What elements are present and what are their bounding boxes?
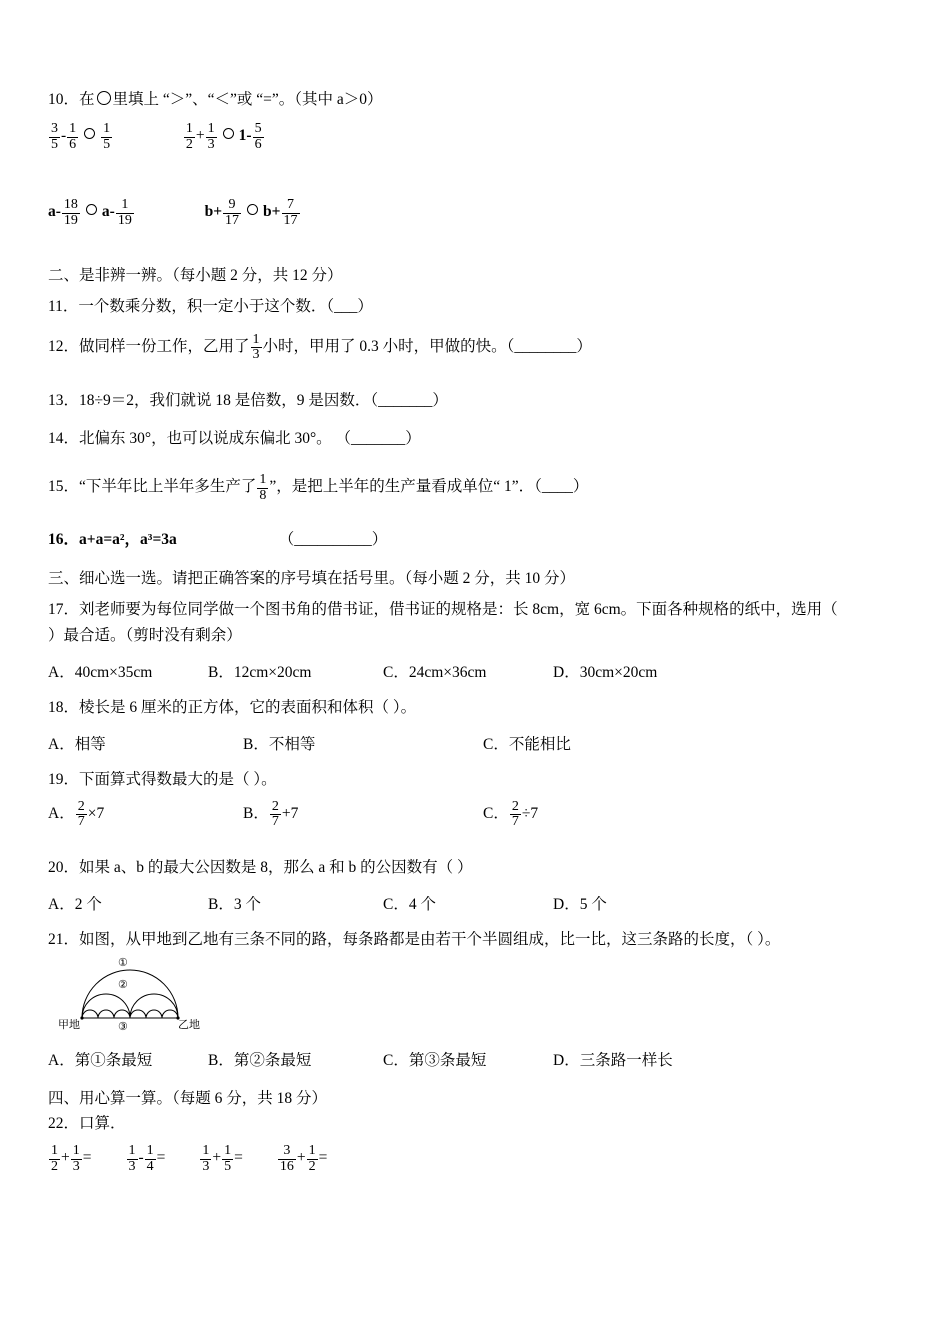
q10-label: 10． [48, 91, 80, 108]
q10-text-after: 里填上 “＞”、“＜”或 “=”。（其中 a＞0） [112, 91, 383, 108]
question-21-options [48, 1048, 908, 1070]
operator: + [61, 1149, 70, 1167]
option-b[interactable] [243, 800, 483, 830]
option-a-suffix: ×7 [87, 804, 105, 822]
q12-pre: 12．做同样一份工作，乙用了 [48, 337, 250, 355]
question-18-options [48, 732, 908, 754]
figure-label-1: ① [118, 957, 128, 970]
fraction: $\frac{1}{3}$ [207, 121, 215, 152]
question-17-options [48, 660, 908, 682]
calc-item [48, 1144, 92, 1174]
fraction: $\frac{1}{3}$ [128, 1143, 136, 1174]
option-c[interactable]: C．4 个 [383, 896, 436, 914]
option-a[interactable]: A．2 个 [48, 896, 102, 914]
fraction: $\frac{1}{3}$ [202, 1143, 210, 1174]
question-19-options [48, 800, 908, 830]
option-d[interactable]: D．5 个 [553, 896, 607, 914]
q10-mid: a- [101, 203, 115, 221]
figure-label-2: ② [118, 979, 128, 992]
option-c[interactable]: C．第③条最短 [383, 1052, 487, 1070]
question-12 [48, 333, 908, 363]
operator: + [195, 127, 205, 145]
q10-text-before: 在 [79, 91, 95, 108]
option-a[interactable]: A．40cm×35cm [48, 663, 153, 681]
fraction: $\frac{18}{19}$ [63, 197, 78, 229]
question-15 [48, 473, 908, 503]
figure-label-3: ③ [118, 1021, 128, 1034]
circle-icon [86, 204, 97, 215]
option-c[interactable]: C．24cm×36cm [383, 663, 487, 681]
question-13: 13．18÷9＝2，我们就说 18 是倍数，9 是因数．（_______） [48, 392, 448, 410]
fraction: $\frac{1}{6}$ [69, 121, 77, 152]
option-c-prefix: C． [483, 804, 509, 822]
circle-icon [247, 204, 258, 215]
q10-prefix: b+ [204, 203, 223, 221]
fraction: $\frac{1}{4}$ [146, 1143, 154, 1174]
option-b-prefix: B． [243, 804, 269, 822]
fraction: $\frac{2}{7}$ [511, 798, 519, 830]
fraction: $\frac{7}{17}$ [283, 197, 298, 229]
fraction: $\frac{3}{5}$ [51, 121, 58, 152]
equals: = [156, 1149, 166, 1167]
question-22-items [48, 1144, 908, 1174]
operator: - [61, 127, 67, 145]
section-heading-4: 四、用心算一算。（每题 6 分，共 18 分） [48, 1090, 328, 1108]
operator: + [212, 1149, 222, 1167]
option-d[interactable]: D．三条路一样长 [553, 1052, 673, 1070]
option-a[interactable]: A．第①条最短 [48, 1052, 153, 1070]
question-21: 21．如图，从甲地到乙地有三条不同的路，每条路都是由若干个半圆组成，比一比，这三条路的长度，（ ）。 [48, 931, 781, 949]
option-d[interactable]: D．30cm×20cm [553, 663, 658, 681]
fraction: $\frac{1}{2}$ [185, 121, 193, 152]
semicircle-path-figure [58, 956, 238, 1042]
question-17-line2: ）最合适。（剪时没有剩余） [48, 626, 242, 644]
fraction: $\frac{9}{17}$ [225, 197, 240, 229]
operator: - [138, 1149, 144, 1167]
option-b[interactable]: B．第②条最短 [208, 1052, 312, 1070]
option-b[interactable]: B．不相等 [243, 735, 316, 753]
operator: + [296, 1149, 306, 1167]
circle-icon [84, 128, 95, 139]
question-10 [48, 88, 908, 112]
fraction: $\frac{1}{8}$ [259, 472, 267, 503]
option-c[interactable] [483, 800, 538, 830]
circle-icon [223, 128, 234, 139]
option-c-suffix: ÷7 [521, 804, 539, 822]
q10-row-2 [48, 198, 908, 228]
q10-row-1 [48, 122, 908, 152]
option-c[interactable]: C．不能相比 [483, 735, 571, 753]
question-19: 19．下面算式得数最大的是（ ）。 [48, 770, 277, 788]
figure-label-right: 乙地 [178, 1019, 200, 1032]
fraction: $\frac{3}{16}$ [279, 1143, 294, 1174]
fraction: $\frac{2}{7}$ [271, 798, 279, 830]
question-18: 18．棱长是 6 厘米的正方体，它的表面积和体积（ ）。 [48, 698, 417, 716]
question-17-line1: 17．刘老师要为每位同学做一个图书角的借书证，借书证的规格是：长 8cm，宽 6cm。下面各种规格的纸中，选用（ [48, 600, 838, 618]
fraction: $\frac{1}{2}$ [308, 1143, 316, 1174]
fraction: $\frac{1}{19}$ [117, 197, 132, 229]
equals: = [234, 1149, 243, 1167]
fraction: $\frac{2}{7}$ [77, 798, 85, 830]
calc-item [126, 1144, 166, 1174]
fraction: $\frac{1}{3}$ [252, 331, 260, 363]
section-heading-3: 三、细心选一选。请把正确答案的序号填在括号里。（每小题 2 分，共 10 分） [48, 569, 576, 587]
q16-blank: （__________） [278, 530, 388, 548]
question-20-options [48, 892, 908, 914]
figure-label-left: 甲地 [58, 1019, 80, 1032]
equals: = [318, 1149, 328, 1167]
q15-post: ”，是把上半年的生产量看成单位“ 1”．（____） [269, 478, 589, 496]
fraction: $\frac{1}{3}$ [72, 1143, 80, 1174]
option-b[interactable]: B．3 个 [208, 896, 261, 914]
q10-mid-value: 1- [238, 127, 252, 145]
calc-item [277, 1144, 328, 1174]
equals: = [82, 1149, 92, 1167]
option-b[interactable]: B．12cm×20cm [208, 663, 312, 681]
fraction: $\frac{1}{5}$ [224, 1143, 232, 1174]
fraction: $\frac{1}{5}$ [103, 121, 111, 152]
fraction: $\frac{1}{2}$ [51, 1143, 58, 1174]
fraction: $\frac{5}{6}$ [254, 121, 262, 152]
q10-prefix: a- [48, 203, 61, 221]
question-11: 11．一个数乘分数，积一定小于这个数．（___） [48, 297, 373, 315]
option-a-prefix: A． [48, 804, 75, 822]
question-22-label: 22．口算． [48, 1115, 126, 1133]
question-14: 14．北偏东 30°，也可以说成东偏北 30°。 （_______） [48, 430, 421, 448]
page-content [48, 88, 908, 1174]
figure-svg [58, 956, 238, 1042]
q16-text: 16．a+a=a²，a³=3a [48, 530, 177, 548]
option-a[interactable] [48, 800, 243, 830]
section-heading-2: 二、是非辨一辨。（每小题 2 分，共 12 分） [48, 266, 343, 284]
q15-pre: 15．“下半年比上半年多生产了 [48, 478, 257, 496]
calc-item [199, 1144, 243, 1174]
circle-icon [97, 91, 111, 105]
question-20: 20．如果 a、b 的最大公因数是 8，那么 a 和 b 的公因数有（ ） [48, 859, 473, 877]
option-a[interactable]: A．相等 [48, 735, 106, 753]
q12-post: 小时，甲用了 0.3 小时，甲做的快。（________） [262, 337, 592, 355]
question-16 [48, 528, 908, 552]
q10-mid: b+ [263, 203, 281, 221]
option-b-suffix: +7 [281, 804, 299, 822]
